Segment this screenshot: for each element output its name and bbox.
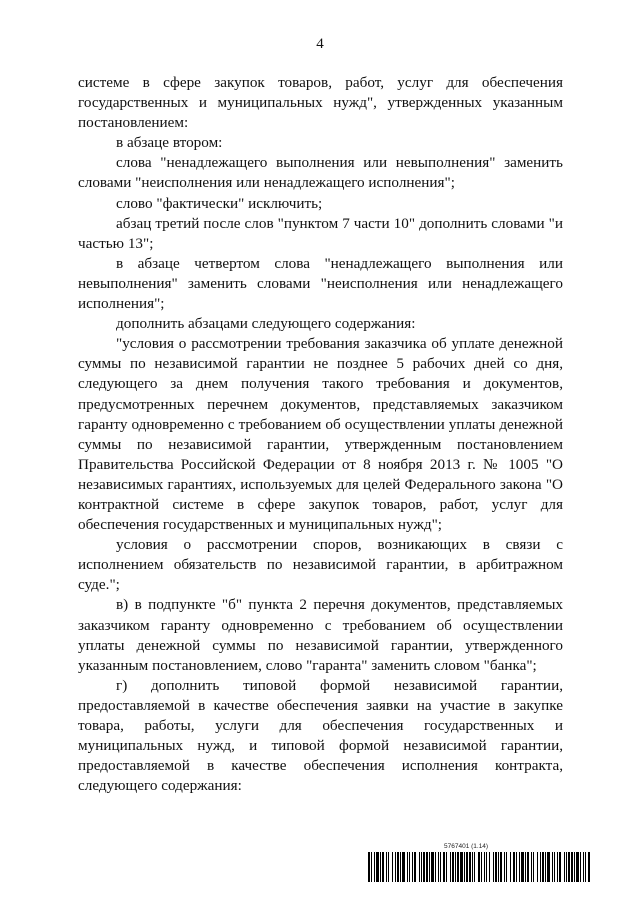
document-barcode	[368, 843, 590, 885]
paragraph: слово "фактически" исключить;	[116, 194, 323, 212]
paragraph: г) дополнить типовой формой независимой гарантии, предоставляемой в качестве обеспечения заявки на участие в закупке товара, работы, услуги для обеспечения государственных и муниципальных нужд, и типовой формой независимой гарантии, предоставляемой в качестве обеспечения исполнения контракта, следующего содержания:	[78, 676, 563, 795]
barcode-caption: 5767401 (1.14)	[444, 843, 489, 850]
paragraph: абзац третий после слов "пунктом 7 части 10" дополнить словами "и частью 13";	[78, 214, 563, 252]
paragraph: в абзаце четвертом слова "ненадлежащего выполнения или невыполнения" заменить словами "неисполнения или ненадлежащего исполнения";	[78, 254, 563, 313]
document-body	[78, 73, 563, 796]
page-number: 4	[316, 36, 324, 52]
paragraph: в абзаце втором:	[116, 134, 223, 152]
barcode-icon	[368, 852, 590, 882]
paragraph: слова "ненадлежащего выполнения или невыполнения" заменить словами "неисполнения или ненадлежащего исполнения";	[78, 154, 563, 192]
paragraph: дополнить абзацами следующего содержания:	[116, 315, 416, 333]
paragraph: условия о рассмотрении споров, возникающих в связи с исполнением обязательств по независимой гарантии, в арбитражном суде.";	[78, 536, 563, 594]
paragraph: "условия о рассмотрении требования заказчика об уплате денежной суммы по независимой гарантии не позднее 5 рабочих дней со дня, следующего за днем получения такого требования и документов, предусмотренных перечнем документов, представляемых заказчиком гаранту одновременно с требованием об осуществлении уплаты денежной суммы по независимой гарантии, утвержденным постановлением Правительства Российской Федерации от 8 ноября 2013 г. № 1005 "О независимых гарантиях, используемых для целей Федерального закона "О контрактной системе в сфере закупок товаров, работ, услуг для обеспечения государственных и муниципальных нужд";	[78, 335, 563, 534]
paragraph: системе в сфере закупок товаров, работ, услуг для обеспечения государственных и муниципальных нужд", утвержденных указанным постановлением:	[78, 74, 563, 132]
paragraph: в) в подпункте "б" пункта 2 перечня документов, представляемых заказчиком гаранту одновременно с требованием об осуществлении уплаты денежной суммы по независимой гарантии, утвержденного указанным постановлением, слово "гаранта" заменить словом "банка";	[78, 596, 563, 674]
